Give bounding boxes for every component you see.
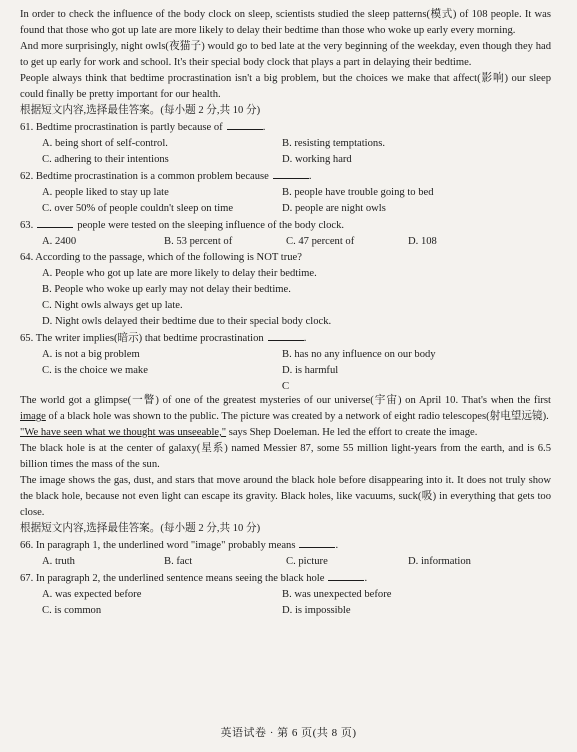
instruction-c: 根据短文内容,选择最佳答案。(每小题 2 分,共 10 分): [20, 523, 261, 534]
answer-option: B. was unexpected before: [282, 589, 392, 600]
answer-option: C. 47 percent of: [286, 236, 355, 247]
passage-c-paragraph-3: The black hole is at the center of galaxy(星系) named Messier 87, some 55 million light-years from the earth, and is 6.5 billion times the mass of the sun.: [20, 443, 551, 470]
answer-blank: [299, 537, 335, 548]
passage-c-paragraph-4: The image shows the gas, dust, and stars that move around the black hole before disappearing into it. It does not truly show the black hole, because not even light can escape its gravity. Black holes, like vacuums, suck(吸) in everything that gets too close.: [20, 475, 551, 518]
answer-option: C. Night owls always get up late.: [42, 300, 183, 311]
passage-b-paragraph-1: In order to check the influence of the body clock on sleep, scientists studied the sleep patterns(模式) of 108 people. It was found that those who got up late are more likely to delay their bedtime than those who woke up early every morning.: [20, 9, 551, 36]
answer-option: C. picture: [286, 556, 328, 567]
question-stem-end: people were tested on the sleeping influence of the body clock.: [77, 220, 345, 231]
question-stem: [20, 330, 551, 347]
answer-option: D. people are night owls: [282, 203, 386, 214]
answer-option: B. People who woke up early may not delay their bedtime.: [42, 284, 291, 295]
question: [20, 119, 551, 168]
answer-option: C. is common: [42, 605, 102, 616]
questions-c: [20, 537, 551, 619]
answer-blank: [37, 217, 73, 228]
question-stem-end: .: [303, 333, 307, 344]
questions-b: [20, 119, 551, 379]
answer-option: D. is harmful: [282, 365, 339, 376]
passage-c-p2-text: says Shep Doeleman. He led the effort to create the image.: [226, 427, 478, 438]
passage-c-paragraph-2: [20, 425, 551, 441]
question-stem: [20, 217, 551, 234]
answer-blank: [328, 570, 364, 581]
section-c-label: C: [281, 380, 290, 392]
question: [20, 168, 551, 217]
question: [20, 330, 551, 379]
answer-option: A. People who got up late are more likely to delay their bedtime.: [42, 268, 317, 279]
passage-b: [20, 7, 551, 103]
answer-option: B. fact: [164, 556, 193, 567]
question-stem: [20, 119, 551, 136]
question-stem-text: 65. The writer implies(暗示) that bedtime procrastination: [20, 333, 264, 344]
underlined-word-image: image: [20, 411, 46, 422]
question: [20, 570, 551, 619]
answer-option: B. resisting temptations.: [282, 138, 385, 149]
passage-c-p1-text-b: of a black hole was shown to the public. The picture was created by a network of eight radio telescopes(射电望远镜).: [45, 411, 549, 422]
question-stem-text: 66. In paragraph 1, the underlined word "image" probably means: [20, 540, 296, 551]
question-stem-end: .: [308, 171, 312, 182]
answer-blank: [227, 119, 263, 130]
answer-option: D. information: [408, 556, 471, 567]
answer-option: D. 108: [408, 236, 437, 247]
question-stem-text: 63.: [20, 220, 34, 231]
question-stem: [20, 168, 551, 185]
question-stem-text: 61. Bedtime procrastination is partly because of: [20, 122, 223, 133]
question-stem: [20, 250, 551, 266]
answer-blank: [273, 168, 309, 179]
answer-option: D. working hard: [282, 154, 352, 165]
answer-option: D. Night owls delayed their bedtime due to their special body clock.: [42, 316, 332, 327]
question-stem-text: 64. According to the passage, which of the following is NOT true?: [20, 252, 302, 263]
answer-option: A. truth: [42, 556, 75, 567]
answer-option: D. is impossible: [282, 605, 351, 616]
question-stem: [20, 570, 551, 587]
answer-option: A. being short of self-control.: [42, 138, 168, 149]
answer-option: A. 2400: [42, 236, 77, 247]
page-footer: 英语试卷 · 第 6 页(共 8 页): [220, 727, 357, 739]
underlined-sentence: "We have seen what we thought was unseeable,": [20, 427, 227, 438]
question-stem-text: 62. Bedtime procrastination is a common problem because: [20, 171, 269, 182]
question: [20, 250, 551, 330]
answer-option: B. has no any influence on our body: [282, 349, 436, 360]
question-stem-text: 67. In paragraph 2, the underlined sentence means seeing the black hole: [20, 573, 325, 584]
passage-b-paragraph-3: People always think that bedtime procrastination isn't a big problem, but the choices we make that affect(影响) our sleep could finally be pretty important for our health.: [20, 73, 551, 100]
question: [20, 537, 551, 570]
passage-c-paragraph-1: [20, 393, 551, 425]
answer-blank: [268, 330, 304, 341]
answer-option: B. people have trouble going to bed: [282, 187, 434, 198]
passage-c: [20, 393, 551, 521]
question-stem-end: .: [364, 573, 368, 584]
question-stem-end: .: [335, 540, 339, 551]
passage-c-p1-text-a: The world got a glimpse(一瞥) of one of the greatest mysteries of our universe(宇宙) on April 10. That's when the first: [20, 395, 551, 406]
question-stem: [20, 537, 551, 554]
answer-option: A. was expected before: [42, 589, 142, 600]
answer-option: C. over 50% of people couldn't sleep on time: [42, 203, 234, 214]
instruction-b: 根据短文内容,选择最佳答案。(每小题 2 分,共 10 分): [20, 105, 261, 116]
answer-option: C. is the choice we make: [42, 365, 148, 376]
passage-b-paragraph-2: And more surprisingly, night owls(夜猫子) would go to bed late at the very beginning of the weekday, even though they had to get up early for work and school. It's their special body clock that plays a part in delaying their bedtime.: [20, 41, 551, 68]
answer-option: B. 53 percent of: [164, 236, 233, 247]
question: [20, 217, 551, 250]
answer-option: A. people liked to stay up late: [42, 187, 169, 198]
answer-option: A. is not a big problem: [42, 349, 140, 360]
question-stem-end: .: [262, 122, 266, 133]
answer-option: C. adhering to their intentions: [42, 154, 169, 165]
